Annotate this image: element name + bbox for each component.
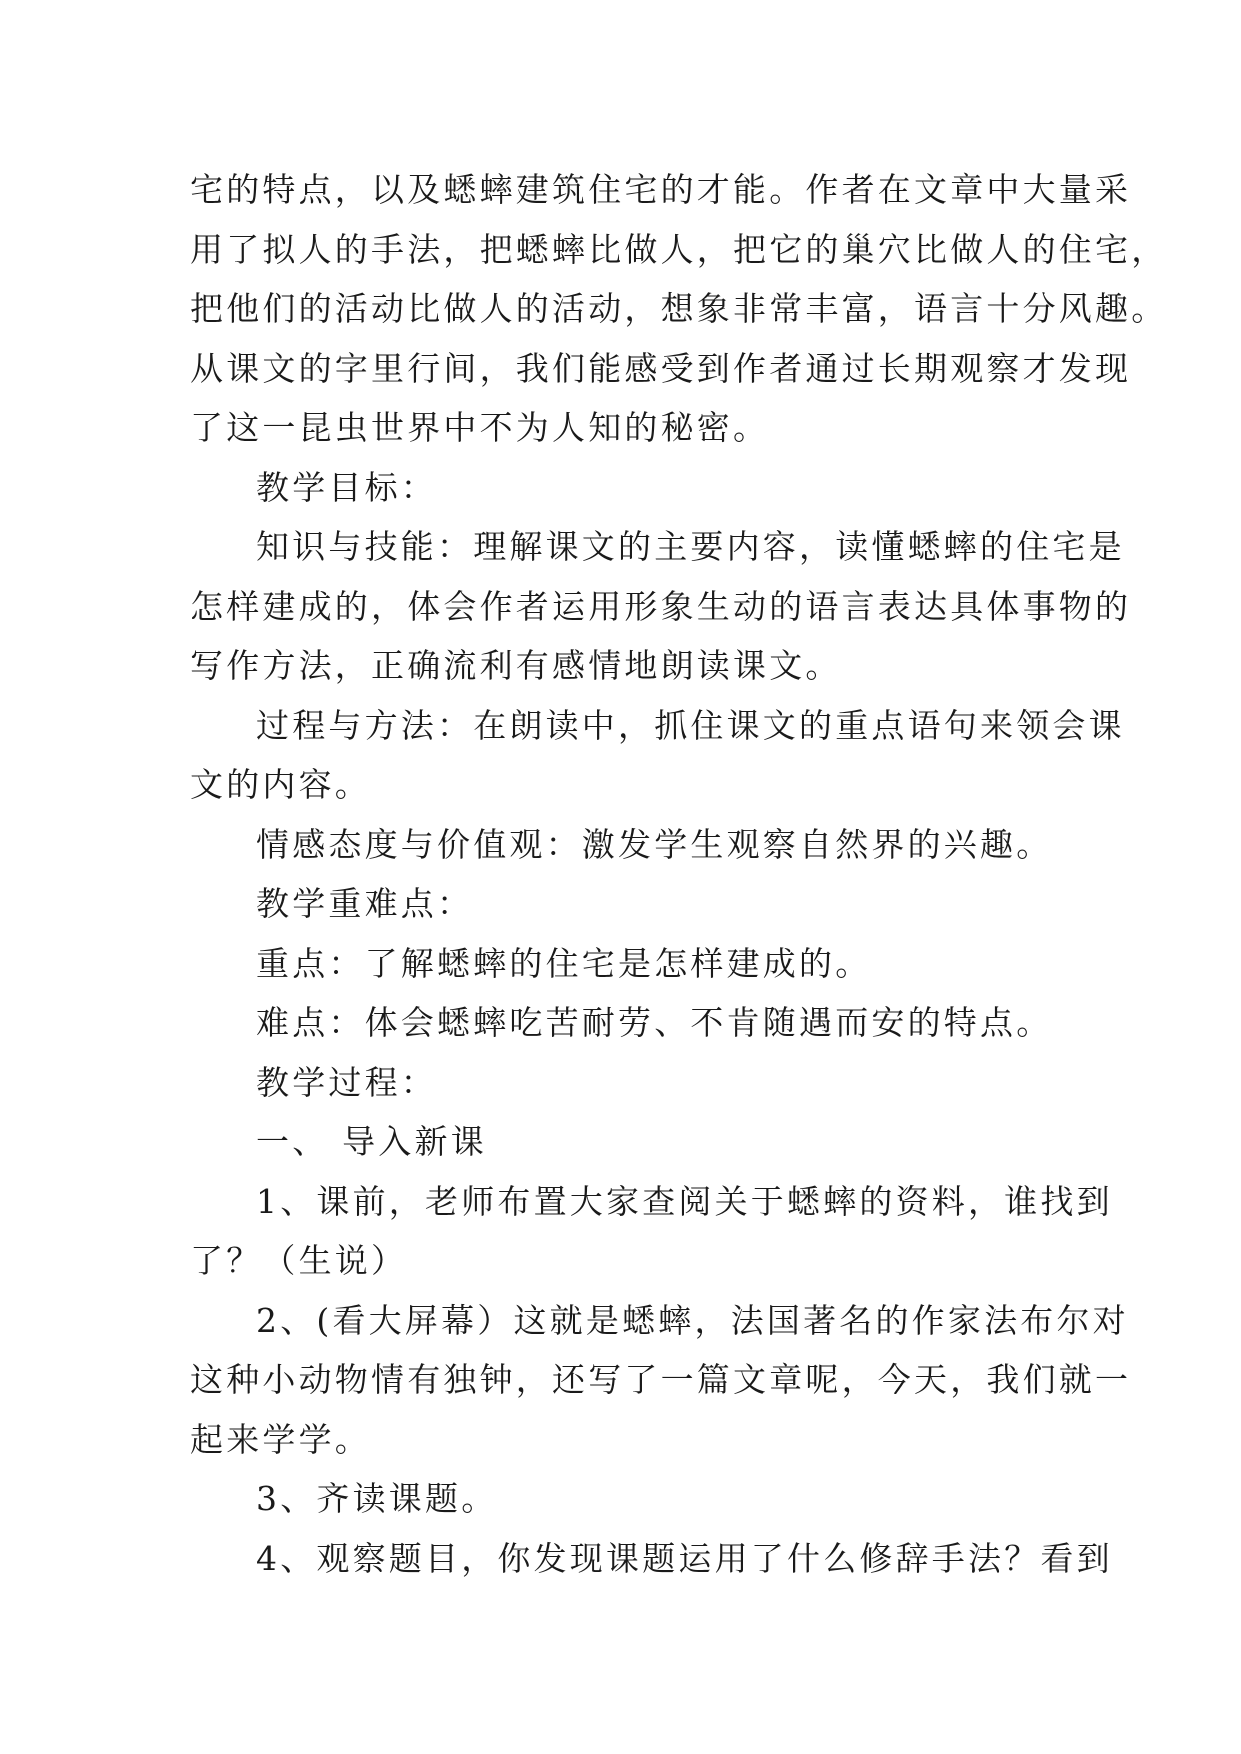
text-line: 情感态度与价值观：激发学生观察自然界的兴趣。 (256, 824, 1053, 864)
text-line: 文的内容。 (190, 765, 371, 804)
text-line: 过程与方法：在朗读中，抓住课文的重点语句来领会课 (256, 705, 1125, 745)
text-line: 2、(看大屏幕）这就是蟋蟀，法国著名的作家法布尔对 (256, 1300, 1129, 1340)
text-line: 知识与技能：理解课文的主要内容，读懂蟋蟀的住宅是 (256, 527, 1125, 566)
text-line: 教学重难点： (256, 884, 474, 923)
text-line: 起来学学。 (190, 1419, 371, 1459)
text-line: 这种小动物情有独钟，还写了一篇文章呢，今天，我们就一 (190, 1360, 1132, 1399)
text-line: 教学目标： (256, 467, 437, 507)
text-line: 1、课前，老师布置大家查阅关于蟋蟀的资料，谁找到 (256, 1181, 1113, 1221)
text-line: 用了拟人的手法，把蟋蟀比做人，把它的巢穴比做人的住宅， (190, 229, 1168, 269)
text-line: 宅的特点，以及蟋蟀建筑住宅的才能。作者在文章中大量采 (190, 170, 1132, 209)
document-body (190, 160, 1168, 1588)
text-line: 写作方法，正确流利有感情地朗读课文。 (190, 646, 842, 685)
text-line: 4、观察题目，你发现课题运用了什么修辞手法？看到 (256, 1538, 1113, 1578)
text-line: 了这一昆虫世界中不为人知的秘密。 (190, 408, 770, 447)
text-line: 了？（生说） (190, 1241, 408, 1280)
text-line: 怎样建成的，体会作者运用形象生动的语言表达具体事物的 (190, 586, 1132, 626)
text-line: 难点：体会蟋蟀吃苦耐劳、不肯随遇而安的特点。 (256, 1003, 1053, 1042)
text-line: 从课文的字里行间，我们能感受到作者通过长期观察才发现 (190, 348, 1132, 388)
text-line: 重点：了解蟋蟀的住宅是怎样建成的。 (256, 943, 872, 983)
text-line: 把他们的活动比做人的活动，想象非常丰富，语言十分风趣。 (190, 289, 1168, 328)
text-line: 3、齐读课题。 (256, 1479, 498, 1518)
text-line: 一、 导入新课 (256, 1122, 487, 1161)
text-line: 教学过程： (256, 1062, 437, 1102)
